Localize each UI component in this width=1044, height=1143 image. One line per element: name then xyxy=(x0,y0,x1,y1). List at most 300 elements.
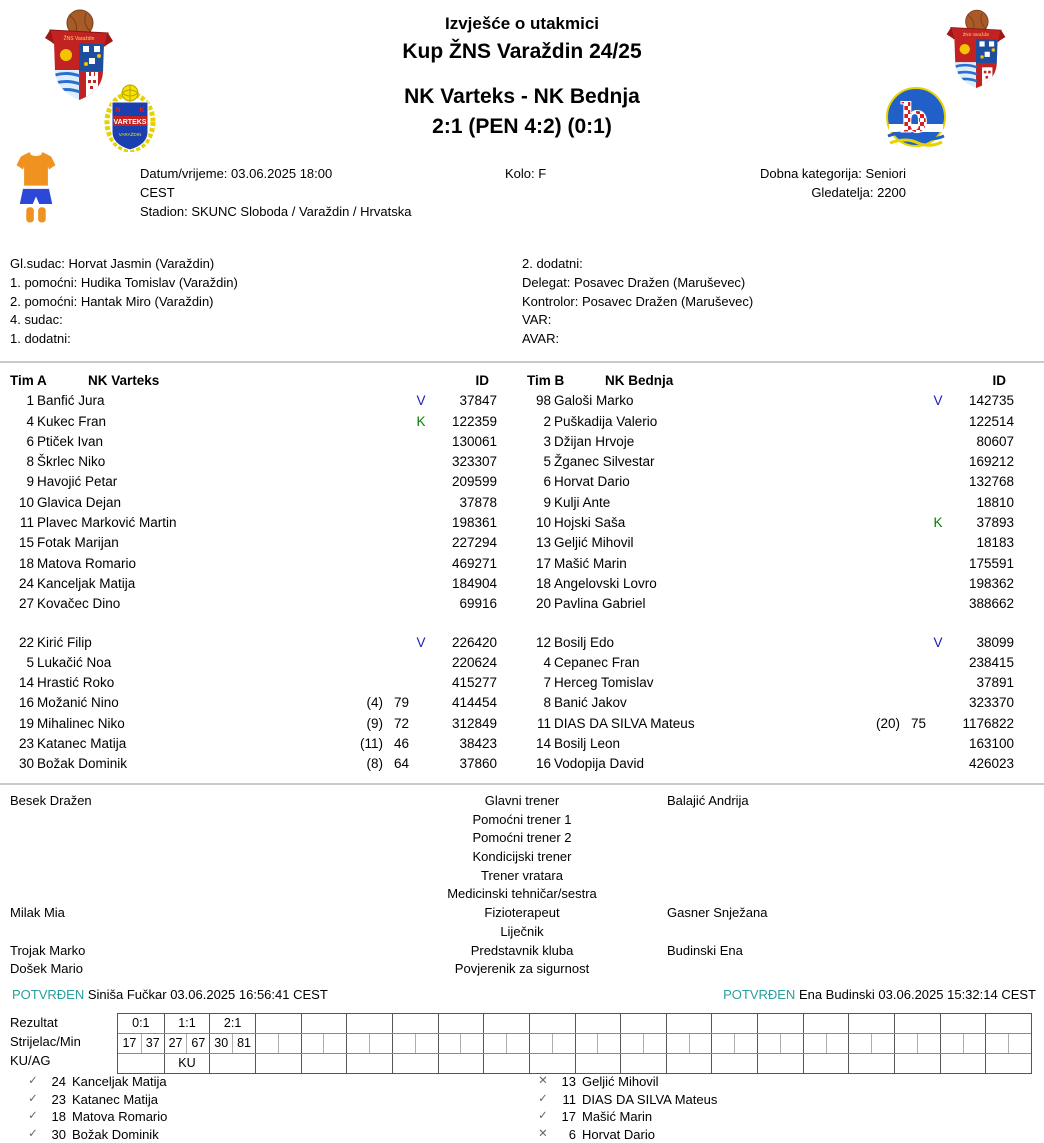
player-number: 9 xyxy=(543,494,551,510)
player-number: 10 xyxy=(18,494,34,510)
player-number: 10 xyxy=(535,515,551,531)
substitution-minute xyxy=(383,554,409,574)
check-icon: ✓ xyxy=(538,1110,548,1123)
player-number: 5 xyxy=(26,654,34,670)
starter-row xyxy=(527,391,1014,411)
staff-role-label: Kondicijski trener xyxy=(472,849,572,865)
substitution-replaced: (8) xyxy=(366,756,383,772)
staff-row xyxy=(0,960,1044,979)
confirmation-home-text: Siniša Fučkar 03.06.2025 16:56:41 CEST xyxy=(84,987,328,1002)
bench-row xyxy=(527,633,1014,653)
substitution-replaced: (11) xyxy=(359,736,383,752)
player-id: 18810 xyxy=(976,494,1014,510)
shootout-row xyxy=(534,1073,1014,1091)
starter-row xyxy=(527,574,1014,594)
svg-text:b: b xyxy=(900,95,928,142)
substitution-replaced xyxy=(864,754,900,774)
player-role-letter xyxy=(926,533,950,553)
bench-row xyxy=(10,714,497,734)
x-icon: ✕ xyxy=(538,1075,548,1087)
staff-row xyxy=(0,792,1044,811)
player-name: Herceg Tomislav xyxy=(554,675,654,691)
starter-row xyxy=(527,594,1014,614)
starter-row xyxy=(527,513,1014,533)
substitution-minute xyxy=(383,391,409,411)
official-line: 2. pomoćni: Hantak Miro (Varaždin) xyxy=(10,293,214,309)
starter-row xyxy=(10,574,497,594)
player-name: Škrlec Niko xyxy=(37,454,106,470)
staff-role-label: Liječnik xyxy=(500,923,544,939)
substitution-minute xyxy=(383,594,409,614)
match-title: NK Varteks - NK Bednja xyxy=(404,85,640,108)
player-id: 238415 xyxy=(968,654,1014,670)
shooter-name: Horvat Dario xyxy=(582,1127,655,1143)
scorer-minute-cell xyxy=(1008,1034,1031,1053)
staff-role-label: Glavni trener xyxy=(484,793,560,808)
player-id: 37893 xyxy=(976,515,1014,531)
check-icon: ✓ xyxy=(28,1092,38,1105)
report-title: Izvješće o utakmici xyxy=(444,14,600,33)
scorer-minute-cell xyxy=(346,1034,369,1053)
substitution-replaced xyxy=(864,513,900,533)
player-role-letter xyxy=(926,653,950,673)
player-id: 323307 xyxy=(451,454,497,470)
player-id: 142735 xyxy=(968,393,1014,409)
player-role-letter xyxy=(409,594,433,614)
result-table-grid xyxy=(117,1013,1032,1074)
starter-row xyxy=(10,412,497,432)
player-number: 27 xyxy=(18,596,34,612)
substitution-replaced xyxy=(347,594,383,614)
player-id: 38099 xyxy=(976,634,1014,650)
player-number: 7 xyxy=(543,675,551,691)
result-cell xyxy=(483,1014,529,1033)
official-line: Delegat: Posavec Dražen (Maruševec) xyxy=(522,274,746,290)
kuag-row xyxy=(118,1053,1031,1073)
player-number: 3 xyxy=(543,433,551,449)
player-number: 8 xyxy=(26,454,34,470)
result-cell xyxy=(575,1014,621,1033)
player-name: Angelovski Lovro xyxy=(554,575,657,591)
scorer-minute-cell: 81 xyxy=(232,1034,255,1053)
team-header xyxy=(527,371,1014,391)
player-id: 175591 xyxy=(968,555,1014,571)
scorer-minute-cell: 67 xyxy=(186,1034,209,1053)
substitution-minute xyxy=(383,633,409,653)
staff-name-home: Trojak Marko xyxy=(10,942,86,958)
substitution-replaced xyxy=(347,633,383,653)
shooter-name: DIAS DA SILVA Mateus xyxy=(582,1091,718,1107)
confirmation-home xyxy=(12,987,328,1002)
shooter-number: 13 xyxy=(561,1074,576,1089)
kuag-cell xyxy=(711,1054,757,1073)
kuag-cell: KU xyxy=(164,1054,210,1073)
official-line: VAR: xyxy=(522,312,552,328)
player-id: 169212 xyxy=(968,454,1014,470)
match-stadium: Stadion: SKUNC Sloboda / Varaždin / Hrvatska xyxy=(140,204,412,219)
staff-row xyxy=(0,923,1044,942)
team-label: Tim A xyxy=(10,373,47,388)
scorer-minute-cell xyxy=(848,1034,871,1053)
substitution-replaced xyxy=(864,493,900,513)
bench-row xyxy=(527,693,1014,713)
player-id: 415277 xyxy=(451,675,497,691)
player-name: Žganec Silvestar xyxy=(554,454,655,470)
player-role-letter xyxy=(409,452,433,472)
svg-text:VARTEKS: VARTEKS xyxy=(113,119,147,126)
staff-row xyxy=(0,904,1044,923)
player-role-letter: V xyxy=(933,634,943,650)
id-column-header: ID xyxy=(475,373,489,388)
player-id: 37860 xyxy=(459,756,497,772)
check-icon: ✓ xyxy=(538,1092,548,1105)
scorer-minute-cell: 37 xyxy=(141,1034,164,1053)
player-name: Havojić Petar xyxy=(37,474,118,490)
match-round: Kolo: F xyxy=(505,166,547,181)
bench-row xyxy=(10,653,497,673)
substitution-replaced xyxy=(864,594,900,614)
player-number: 13 xyxy=(535,535,551,551)
shootout-row xyxy=(534,1091,1014,1109)
bench-row xyxy=(527,653,1014,673)
substitution-minute: 72 xyxy=(393,715,409,731)
substitution-replaced xyxy=(347,452,383,472)
kuag-cell xyxy=(392,1054,438,1073)
kuag-cell xyxy=(438,1054,484,1073)
player-id: 209599 xyxy=(451,474,497,490)
player-number: 14 xyxy=(18,675,34,691)
bench-row xyxy=(527,714,1014,734)
kuag-cell xyxy=(848,1054,894,1073)
player-role-letter: V xyxy=(416,634,426,650)
shooter-number: 23 xyxy=(51,1091,66,1107)
substitution-replaced xyxy=(347,673,383,693)
substitution-minute xyxy=(383,574,409,594)
player-name: Matova Romario xyxy=(37,555,137,571)
staff-role-label: Pomoćni trener 2 xyxy=(472,830,572,846)
shootout-row xyxy=(24,1108,504,1126)
player-role-letter xyxy=(409,554,433,574)
confirmed-badge: POTVRĐEN xyxy=(12,987,85,1002)
substitution-minute: 46 xyxy=(393,736,409,752)
staff-row xyxy=(0,811,1044,830)
player-role-letter: K xyxy=(416,413,426,429)
player-id: 426023 xyxy=(968,756,1014,772)
scorer-minute-cell xyxy=(917,1034,940,1053)
player-role-letter xyxy=(926,554,950,574)
staff-role-label: Medicinski tehničar/sestra xyxy=(447,886,597,902)
player-role-letter xyxy=(409,693,433,713)
staff-name-home: Došek Mario xyxy=(10,961,83,977)
player-number: 23 xyxy=(18,736,34,752)
substitution-replaced xyxy=(864,533,900,553)
substitution-minute xyxy=(900,432,926,452)
meta-right-block xyxy=(640,164,906,202)
staff-name-away: Gasner Snježana xyxy=(667,905,768,921)
substitution-minute xyxy=(900,412,926,432)
substitution-minute xyxy=(900,693,926,713)
kuag-cell xyxy=(940,1054,986,1073)
kuag-cell xyxy=(255,1054,301,1073)
x-icon: ✕ xyxy=(538,1128,548,1141)
player-id: 163100 xyxy=(968,736,1014,752)
scorer-minute-cell xyxy=(894,1034,917,1053)
substitution-minute xyxy=(383,533,409,553)
player-name: Glavica Dejan xyxy=(37,494,122,510)
player-number: 18 xyxy=(535,575,551,591)
staff-role-label: Predstavnik kluba xyxy=(470,942,574,958)
starter-row xyxy=(10,533,497,553)
bench-row xyxy=(10,633,497,653)
player-role-letter xyxy=(409,714,433,734)
shooter-number: 18 xyxy=(51,1109,66,1125)
player-number: 5 xyxy=(543,454,551,470)
starter-row xyxy=(10,493,497,513)
staff-row xyxy=(0,885,1044,904)
kuag-row-label: KU/AG xyxy=(10,1053,51,1068)
result-cell xyxy=(620,1014,666,1033)
match-datetime: Datum/vrijeme: 03.06.2025 18:00 xyxy=(140,166,333,181)
scorer-minute-cell xyxy=(689,1034,712,1053)
substitution-replaced xyxy=(347,533,383,553)
player-role-letter xyxy=(409,513,433,533)
starter-row xyxy=(527,472,1014,492)
substitution-minute xyxy=(900,594,926,614)
player-role-letter xyxy=(409,574,433,594)
player-role-letter: V xyxy=(933,393,943,409)
starter-row xyxy=(10,391,497,411)
substitution-replaced: (4) xyxy=(366,695,383,711)
bench-row xyxy=(527,754,1014,774)
player-id: 122359 xyxy=(451,413,497,429)
player-number: 11 xyxy=(19,515,34,531)
starter-row xyxy=(10,594,497,614)
player-name: Božak Dominik xyxy=(37,756,128,772)
player-number: 18 xyxy=(18,555,34,571)
section-divider xyxy=(0,361,1044,363)
substitution-minute xyxy=(383,432,409,452)
svg-text:K: K xyxy=(139,107,145,114)
player-id: 414454 xyxy=(451,695,497,711)
substitution-replaced xyxy=(864,472,900,492)
substitution-minute xyxy=(900,493,926,513)
starter-row xyxy=(527,533,1014,553)
scorer-minute-cell xyxy=(278,1034,301,1053)
player-name: Mihalinec Niko xyxy=(37,715,125,731)
starter-row xyxy=(527,493,1014,513)
player-name: Kukec Fran xyxy=(37,413,107,429)
staff-row xyxy=(0,867,1044,886)
player-role-letter xyxy=(409,432,433,452)
scorer-minute-cell xyxy=(757,1034,780,1053)
substitution-minute xyxy=(383,493,409,513)
scorer-minute-cell: 30 xyxy=(209,1034,232,1053)
officials-left xyxy=(10,255,510,349)
scorer-minute-cell xyxy=(780,1034,803,1053)
shooter-name: Matova Romario xyxy=(72,1109,168,1125)
check-icon: ✓ xyxy=(28,1110,38,1123)
player-role-letter xyxy=(926,432,950,452)
substitution-replaced xyxy=(864,412,900,432)
player-id: 469271 xyxy=(451,555,497,571)
result-cell xyxy=(848,1014,894,1033)
team-name: NK Bednja xyxy=(605,373,674,388)
player-number: 4 xyxy=(543,654,551,670)
bench-row xyxy=(10,693,497,713)
player-id: 220624 xyxy=(451,654,497,670)
staff-row xyxy=(0,848,1044,867)
player-number: 14 xyxy=(535,736,551,752)
substitution-minute: 64 xyxy=(393,756,409,772)
player-number: 1 xyxy=(26,393,34,409)
player-id: 37891 xyxy=(976,675,1014,691)
substitution-replaced xyxy=(864,693,900,713)
player-name: Geljić Mihovil xyxy=(554,535,634,551)
player-role-letter xyxy=(926,594,950,614)
player-name: Horvat Dario xyxy=(554,474,630,490)
substitution-replaced xyxy=(864,734,900,754)
player-id: 18183 xyxy=(976,535,1014,551)
player-role-letter xyxy=(926,472,950,492)
substitution-replaced xyxy=(864,452,900,472)
player-name: Hrastić Roko xyxy=(37,675,115,691)
player-role-letter xyxy=(926,734,950,754)
shooter-number: 24 xyxy=(51,1074,66,1089)
scorer-minute-cell xyxy=(826,1034,849,1053)
scorer-minute-cell xyxy=(506,1034,529,1053)
result-cell xyxy=(985,1014,1031,1033)
check-icon: ✓ xyxy=(28,1128,38,1141)
shootout-row xyxy=(24,1126,504,1143)
result-cell xyxy=(255,1014,301,1033)
team-header xyxy=(10,371,497,391)
player-name: Puškadija Valerio xyxy=(554,413,658,429)
player-number: 8 xyxy=(543,695,551,711)
player-role-letter xyxy=(409,734,433,754)
svg-text:VARAŽDIN: VARAŽDIN xyxy=(118,132,142,137)
starter-row xyxy=(10,452,497,472)
staff-role-label: Pomoćni trener 1 xyxy=(472,811,572,827)
scorer-minute-cell xyxy=(415,1034,438,1053)
substitution-minute xyxy=(900,452,926,472)
substitution-replaced xyxy=(347,412,383,432)
kuag-cell xyxy=(757,1054,803,1073)
section-divider xyxy=(0,783,1044,785)
player-name: Katanec Matija xyxy=(37,736,127,752)
substitution-replaced: (9) xyxy=(366,715,383,731)
check-icon: ✓ xyxy=(28,1075,38,1087)
scorer-minute-cell xyxy=(255,1034,278,1053)
scorer-minute-cell xyxy=(871,1034,894,1053)
player-number: 2 xyxy=(543,413,551,429)
player-number: 12 xyxy=(535,634,551,650)
staff-role-label: Fizioterapeut xyxy=(484,905,560,921)
player-name: Možanić Nino xyxy=(37,695,119,711)
player-id: 132768 xyxy=(968,474,1014,490)
substitution-replaced xyxy=(864,633,900,653)
player-name: Kanceljak Matija xyxy=(37,575,136,591)
substitution-minute xyxy=(383,472,409,492)
substitution-minute xyxy=(383,673,409,693)
player-role-letter xyxy=(926,412,950,432)
match-score: 2:1 (PEN 4:2) (0:1) xyxy=(432,115,612,138)
kuag-cell xyxy=(209,1054,255,1073)
substitution-minute xyxy=(383,513,409,533)
scorer-minute-cell: 27 xyxy=(164,1034,187,1053)
staff-name-home: Besek Dražen xyxy=(10,793,92,808)
player-id: 130061 xyxy=(451,433,497,449)
result-cell xyxy=(894,1014,940,1033)
scorer-row-label: Strijelac/Min xyxy=(10,1034,81,1049)
official-line: Kontrolor: Posavec Dražen (Maruševec) xyxy=(522,293,754,309)
substitution-replaced xyxy=(864,653,900,673)
scorer-minute-cell xyxy=(438,1034,461,1053)
substitution-replaced xyxy=(347,653,383,673)
substitution-minute: 79 xyxy=(393,695,409,711)
player-id: 1176822 xyxy=(962,715,1014,731)
result-cell xyxy=(757,1014,803,1033)
scorer-minute-cell xyxy=(985,1034,1008,1053)
player-role-letter xyxy=(409,653,433,673)
shootout-list-home xyxy=(24,1073,504,1143)
result-row-label: Rezultat xyxy=(10,1015,58,1030)
scorer-minute-cell xyxy=(529,1034,552,1053)
player-name: Galoši Marko xyxy=(554,393,634,409)
svg-text:ŽNS Varaždin: ŽNS Varaždin xyxy=(63,36,95,42)
starter-row xyxy=(10,513,497,533)
substitution-minute xyxy=(383,412,409,432)
shooter-number: 6 xyxy=(568,1127,576,1143)
player-role-letter xyxy=(926,673,950,693)
player-name: DIAS DA SILVA Mateus xyxy=(554,715,695,731)
player-id: 323370 xyxy=(968,695,1014,711)
kuag-cell xyxy=(575,1054,621,1073)
player-number: 11 xyxy=(536,715,551,731)
scorer-minute-cell: 17 xyxy=(122,1036,137,1050)
player-number: 6 xyxy=(26,433,34,449)
player-id: 80607 xyxy=(976,433,1014,449)
confirmation-away-text: Ena Budinski 03.06.2025 15:32:14 CEST xyxy=(795,987,1036,1002)
starter-row xyxy=(10,472,497,492)
kuag-cell xyxy=(803,1054,849,1073)
team-a-roster xyxy=(10,371,497,775)
scorer-minute-cell xyxy=(666,1034,689,1053)
player-name: Džijan Hrvoje xyxy=(554,433,635,449)
staff-role-label: Trener vratara xyxy=(481,867,563,883)
player-number: 9 xyxy=(26,474,34,490)
player-id: 198362 xyxy=(968,575,1014,591)
player-name: Ptiček Ivan xyxy=(37,433,104,449)
player-number: 22 xyxy=(18,634,34,650)
meta-left-block xyxy=(140,164,500,221)
scorer-minute-cell xyxy=(597,1034,620,1053)
player-id: 388662 xyxy=(968,596,1014,612)
starter-row xyxy=(10,554,497,574)
shootout-row xyxy=(24,1091,504,1109)
substitution-replaced xyxy=(347,574,383,594)
player-role-letter xyxy=(926,452,950,472)
scorer-minute-cell xyxy=(323,1034,346,1053)
bench-row xyxy=(10,673,497,693)
result-row xyxy=(118,1014,1031,1033)
scorer-minute-cell xyxy=(369,1034,392,1053)
shooter-name: Božak Dominik xyxy=(72,1127,159,1143)
shootout-row xyxy=(534,1126,1014,1143)
substitution-replaced xyxy=(864,673,900,693)
age-category: Dobna kategorija: Seniori xyxy=(760,166,906,181)
substitution-replaced xyxy=(347,513,383,533)
starter-row xyxy=(527,412,1014,432)
